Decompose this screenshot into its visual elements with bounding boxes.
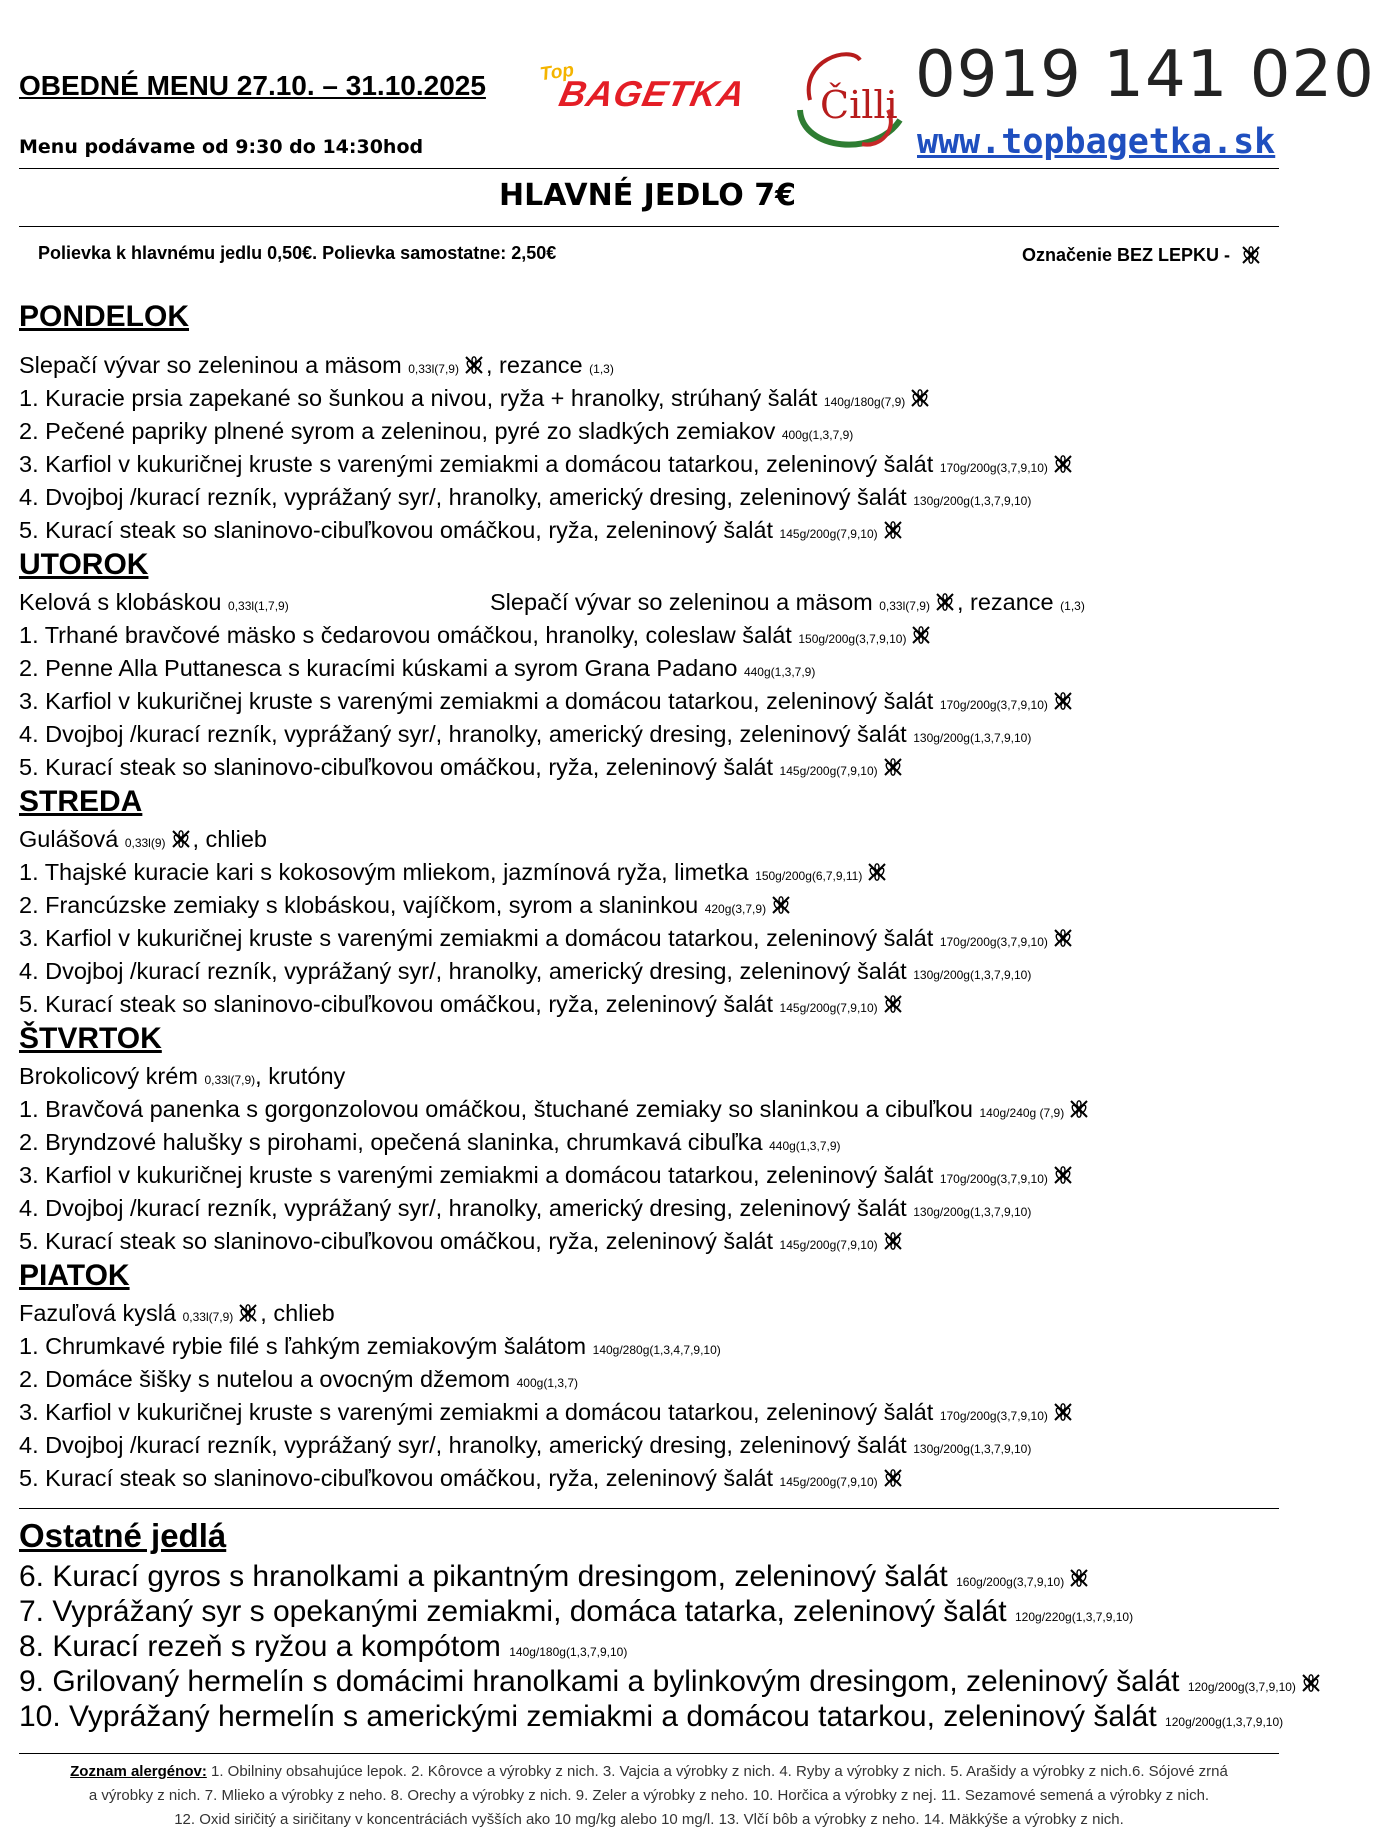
phone-number[interactable]: 0919 141 020	[915, 38, 1375, 112]
allergen-legend	[19, 1760, 1279, 1832]
gluten-free-icon	[909, 623, 933, 647]
menu-item: 1. Thajské kuracie kari s kokosovým mliekom, jazmínová ryža, limetka 150g/200g(6,7,9,11)	[19, 859, 889, 886]
soup-line: Slepačí vývar so zeleninou a mäsom 0,33l(7,9) , rezance (1,3)	[19, 352, 614, 378]
gluten-free-icon	[236, 1301, 260, 1325]
crossed-grain-icon	[1239, 243, 1263, 267]
menu-item: 5. Kurací steak so slaninovo-cibuľkovou omáčkou, ryža, zeleninový šalát 145g/200g(7,9,10)	[19, 517, 905, 544]
menu-item: 8. Kurací rezeň s ryžou a kompótom 140g/180g(1,3,7,9,10)	[19, 1630, 628, 1663]
menu-title: OBEDNÉ MENU 27.10. – 31.10.2025	[19, 70, 486, 101]
menu-item: 4. Dvojboj /kurací rezník, vyprážaný syr/, hranolky, americký dresing, zeleninový šalát 130g/200g(1,3,7,9,10)	[19, 721, 1032, 747]
gluten-free-icon	[1051, 1400, 1075, 1424]
menu-item: 4. Dvojboj /kurací rezník, vyprážaný syr/, hranolky, americký dresing, zeleninový šalát 130g/200g(1,3,7,9,10)	[19, 1195, 1032, 1221]
gluten-free-note	[1022, 243, 1263, 267]
gluten-free-icon	[1067, 1097, 1091, 1121]
gluten-free-icon	[881, 992, 905, 1016]
gluten-free-icon	[169, 827, 193, 851]
menu-item: 3. Karfiol v kukuričnej kruste s varenými zemiakmi a domácou tatarkou, zeleninový šalát 170g/200g(3,7,9,10)	[19, 925, 1075, 952]
serving-hours: Menu podávame od 9:30 do 14:30hod	[19, 136, 424, 158]
allergen-line-2: a výrobky z nich. 7. Mlieko a výrobky z neho. 8. Orechy a výrobky z nich. 9. Zeler a výrobky z neho. 10. Horčica a výrobky z nej. 11. Sezamové semená a výrobky z nich.	[88, 1787, 1210, 1804]
menu-item: 1. Chrumkavé rybie filé s ľahkým zemiakovým šalátom 140g/280g(1,3,4,7,9,10)	[19, 1333, 721, 1359]
other-dishes-title: Ostatné jedlá	[19, 1517, 227, 1554]
menu-item: 4. Dvojboj /kurací rezník, vyprážaný syr/, hranolky, americký dresing, zeleninový šalát 130g/200g(1,3,7,9,10)	[19, 958, 1032, 984]
soup-line: Gulášová 0,33l(9) , chlieb	[19, 826, 267, 852]
gluten-free-icon	[462, 353, 486, 377]
soup-line: Brokolicový krém 0,33l(7,9), krutóny	[19, 1063, 346, 1089]
menu-item: 5. Kurací steak so slaninovo-cibuľkovou omáčkou, ryža, zeleninový šalát 145g/200g(7,9,10)	[19, 754, 905, 781]
allergen-line-3: 12. Oxid siričitý a siričitany v koncentráciách vyšších ako 10 mg/kg alebo 10 mg/l. 13. Vlčí bôb a výrobky z neho. 14. Mäkkýše a výrobky z nich.	[174, 1811, 1124, 1828]
gluten-free-icon	[881, 1466, 905, 1490]
menu-item: 1. Trhané bravčové mäsko s čedarovou omáčkou, hranolky, coleslaw šalát 150g/200g(3,7,9,10)	[19, 622, 933, 649]
menu-item: 9. Grilovaný hermelín s domácimi hranolkami a bylinkovým dresingom, zeleninový šalát 120g/200g(3,7,9,10)	[19, 1665, 1323, 1699]
cilli-logo-text: Čilli	[820, 83, 898, 127]
gluten-free-icon	[1051, 452, 1075, 476]
menu-item: 3. Karfiol v kukuričnej kruste s varenými zemiakmi a domácou tatarkou, zeleninový šalát 170g/200g(3,7,9,10)	[19, 1399, 1075, 1426]
menu-item: 2. Bryndzové halušky s pirohami, opečená slaninka, chrumkavá cibuľka 440g(1,3,7,9)	[19, 1129, 841, 1155]
menu-item: 2. Francúzske zemiaky s klobáskou, vajíčkom, syrom a slaninkou 420g(3,7,9)	[19, 892, 793, 919]
soup-line: Fazuľová kyslá 0,33l(7,9) , chlieb	[19, 1300, 335, 1326]
menu-item: 3. Karfiol v kukuričnej kruste s varenými zemiakmi a domácou tatarkou, zeleninový šalát 170g/200g(3,7,9,10)	[19, 1162, 1075, 1189]
gluten-free-icon	[769, 893, 793, 917]
gluten-free-icon	[1051, 926, 1075, 950]
menu-item: 4. Dvojboj /kurací rezník, vyprážaný syr/, hranolky, americký dresing, zeleninový šalát 130g/200g(1,3,7,9,10)	[19, 484, 1032, 510]
menu-item: 5. Kurací steak so slaninovo-cibuľkovou omáčkou, ryža, zeleninový šalát 145g/200g(7,9,10)	[19, 1465, 905, 1492]
soup-line: Kelová s klobáskou 0,33l(1,7,9)	[19, 589, 289, 615]
menu-item: 6. Kurací gyros s hranolkami a pikantným dresingom, zeleninový šalát 160g/200g(3,7,9,10)	[19, 1560, 1091, 1594]
day-monday: PONDELOK	[19, 300, 190, 333]
menu-item: 5. Kurací steak so slaninovo-cibuľkovou omáčkou, ryža, zeleninový šalát 145g/200g(7,9,10)	[19, 991, 905, 1018]
menu-item: 2. Domáce šišky s nutelou a ovocným džemom 400g(1,3,7)	[19, 1366, 579, 1392]
gluten-free-icon	[881, 518, 905, 542]
cilli-logo	[790, 40, 912, 158]
menu-item: 5. Kurací steak so slaninovo-cibuľkovou omáčkou, ryža, zeleninový šalát 145g/200g(7,9,10)	[19, 1228, 905, 1255]
gluten-free-icon	[908, 386, 932, 410]
price-divider	[19, 226, 1279, 227]
menu-item: 2. Pečené papriky plnené syrom a zeleninou, pyré zo sladkých zemiakov 400g(1,3,7,9)	[19, 418, 854, 444]
soup-line-2: Slepačí vývar so zeleninou a mäsom 0,33l(7,9) , rezance (1,3)	[490, 589, 1085, 615]
menu-item: 3. Karfiol v kukuričnej kruste s varenými zemiakmi a domácou tatarkou, zeleninový šalát 170g/200g(3,7,9,10)	[19, 451, 1075, 478]
soup-price-note: Polievka k hlavnému jedlu 0,50€. Polievka samostatne: 2,50€	[38, 243, 557, 263]
day-friday: PIATOK	[19, 1259, 130, 1292]
logo-bagetka-text: BAGETKA	[555, 73, 750, 114]
other-divider	[19, 1508, 1279, 1509]
menu-item: 4. Dvojboj /kurací rezník, vyprážaný syr/, hranolky, americký dresing, zeleninový šalát 130g/200g(1,3,7,9,10)	[19, 1432, 1032, 1458]
gluten-free-icon	[1067, 1566, 1091, 1590]
day-tuesday: UTOROK	[19, 548, 149, 581]
gluten-free-icon	[881, 1229, 905, 1253]
day-thursday: ŠTVRTOK	[19, 1022, 162, 1055]
website-link[interactable]: www.topbagetka.sk	[917, 122, 1276, 162]
menu-item: 1. Kuracie prsia zapekané so šunkou a nivou, ryža + hranolky, strúhaný šalát 140g/180g(7,9)	[19, 385, 932, 412]
allergen-line-1: Zoznam alergénov: 1. Obilniny obsahujúce lepok. 2. Kôrovce a výrobky z nich. 3. Vajcia a výrobky z nich. 4. Ryby a výrobky z nich. 5. Arašidy a výrobky z nich.6. Sójové zrná	[70, 1763, 1228, 1780]
gluten-free-icon	[1299, 1671, 1323, 1695]
header-divider	[19, 168, 1279, 169]
menu-item: 3. Karfiol v kukuričnej kruste s varenými zemiakmi a domácou tatarkou, zeleninový šalát 170g/200g(3,7,9,10)	[19, 688, 1075, 715]
gluten-free-icon	[1051, 689, 1075, 713]
legend-divider	[19, 1753, 1279, 1754]
gluten-free-icon	[933, 590, 957, 614]
gluten-free-icon	[865, 860, 889, 884]
gluten-free-icon	[881, 755, 905, 779]
day-wednesday: STREDA	[19, 785, 143, 818]
gluten-free-label: Označenie BEZ LEPKU -	[1021, 244, 1230, 265]
main-dish-price: HLAVNÉ JEDLO 7€	[499, 178, 796, 213]
menu-item: 7. Vyprážaný syr s opekanými zemiakmi, domáca tatarka, zeleninový šalát 120g/220g(1,3,7,9,10)	[19, 1595, 1134, 1628]
gluten-free-icon	[1051, 1163, 1075, 1187]
logo-top-text: Top	[538, 59, 576, 86]
menu-item: 1. Bravčová panenka s gorgonzolovou omáčkou, štuchané zemiaky so slaninkou a cibuľkou 140g/240g (7,9)	[19, 1096, 1091, 1123]
menu-item: 2. Penne Alla Puttanesca s kuracími kúskami a syrom Grana Padano 440g(1,3,7,9)	[19, 655, 816, 681]
menu-item: 10. Vyprážaný hermelín s americkými zemiakmi a domácou tatarkou, zeleninový šalát 120g/200g(1,3,7,9,10)	[19, 1700, 1284, 1733]
